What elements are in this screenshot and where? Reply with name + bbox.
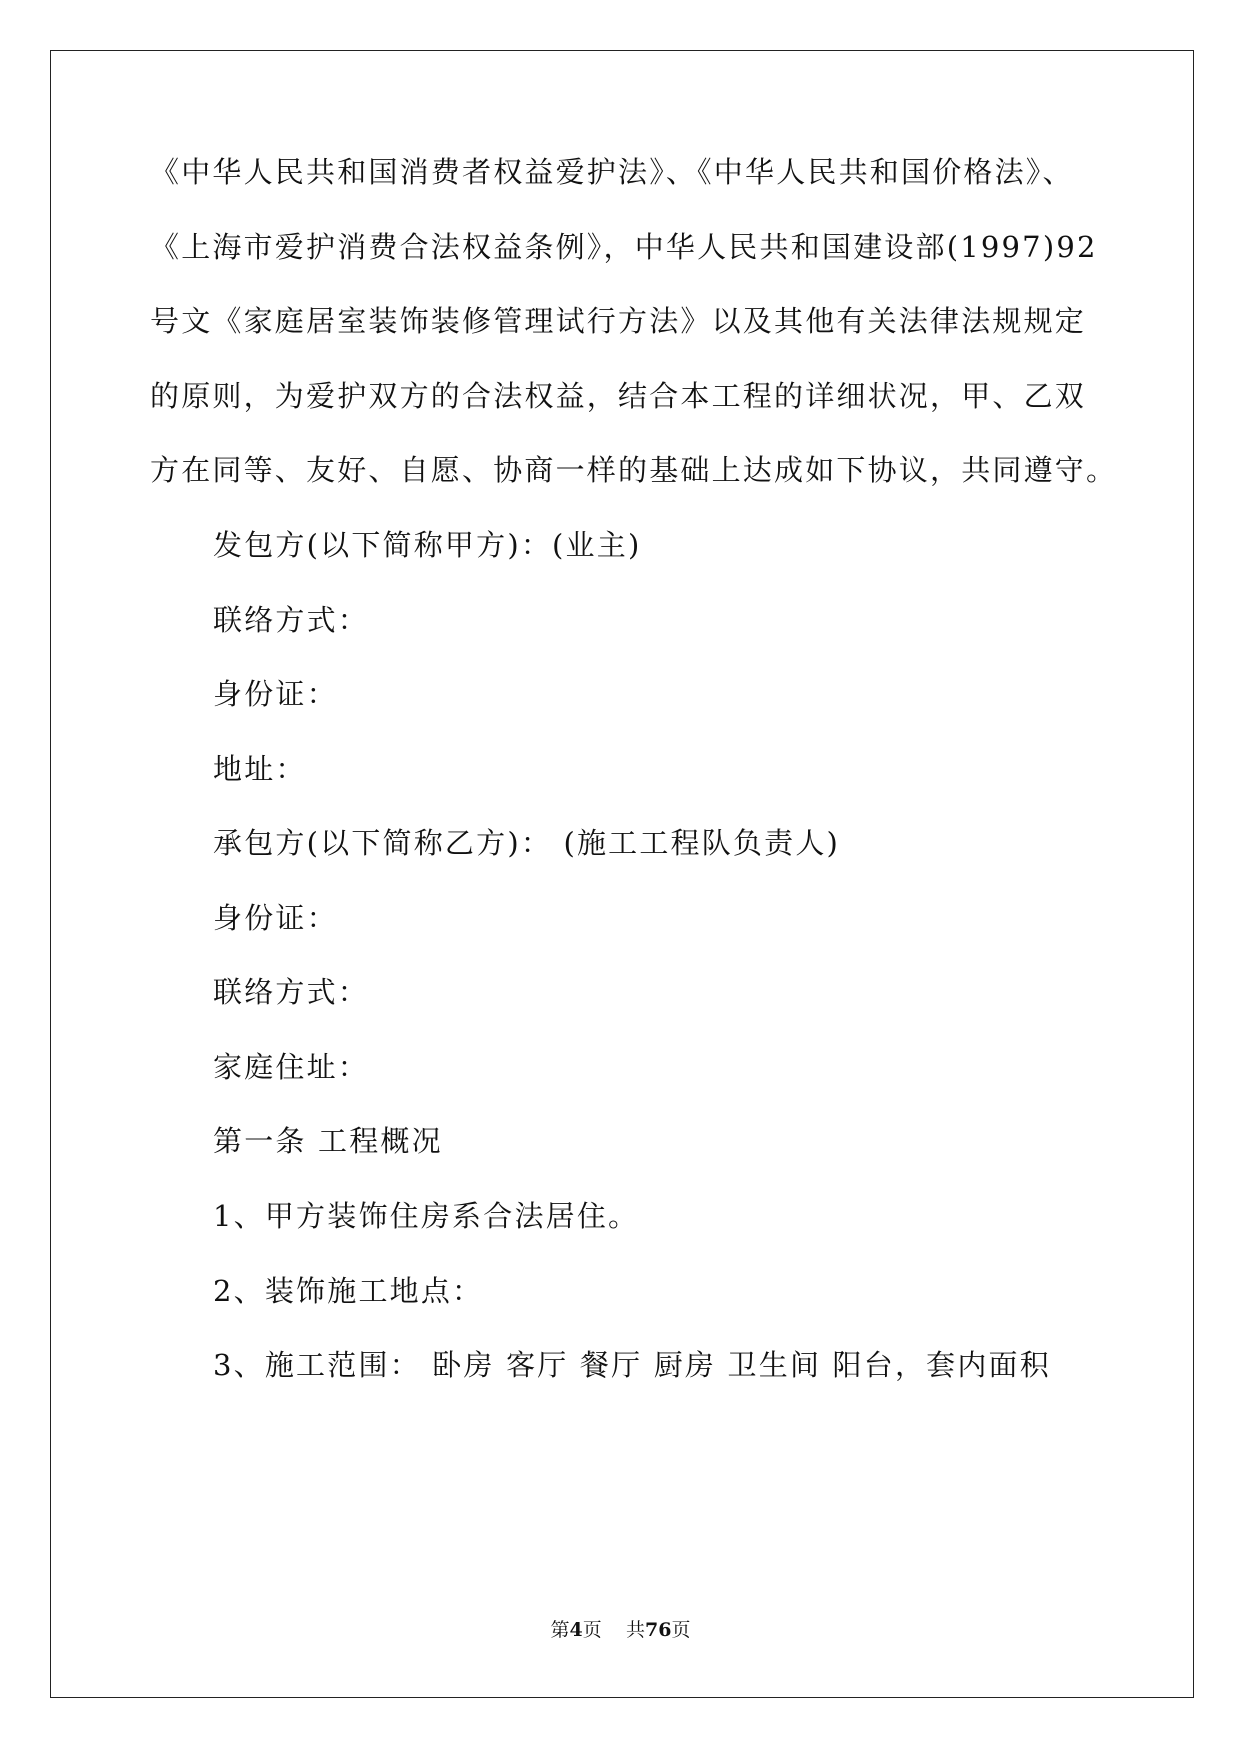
paragraph-line-5: 方在同等、友好、自愿、协商一样的基础上达成如下协议，共同遵守。 [150, 453, 1118, 487]
page-footer [0, 1618, 1241, 1642]
footer-total-prefix: 共 [625, 1619, 645, 1641]
paragraph-line-4: 的原则，为爱护双方的合法权益，结合本工程的详细状况，甲、乙双 [150, 379, 1087, 413]
contractor-address-field: 家庭住址： [213, 1050, 370, 1084]
footer-page-number: 4 [569, 1619, 583, 1641]
paragraph-line-1: 《中华人民共和国消费者权益爱护法》、《中华人民共和国价格法》、 [150, 155, 1074, 189]
contractor-contact-field: 联络方式： [213, 975, 370, 1009]
paragraph-line-2: 《上海市爱护消费合法权益条例》，中华人民共和国建设部(1997)92 [150, 230, 1098, 264]
contractor-id-field: 身份证： [213, 901, 338, 935]
footer-page-suffix: 页 [582, 1619, 602, 1641]
employer-address-field: 地址： [213, 752, 307, 786]
footer-total-pages: 76 [644, 1619, 672, 1641]
clause-3: 3、施工范围： 卧房 客厅 餐厅 厨房 卫生间 阳台，套内面积 [213, 1348, 1051, 1382]
page-border [50, 50, 1194, 1698]
footer-prefix: 第 [550, 1619, 570, 1641]
footer-total-suffix: 页 [671, 1619, 691, 1641]
clause-2: 2、装饰施工地点： [213, 1274, 484, 1308]
employer-field: 发包方(以下简称甲方)：(业主) [213, 528, 642, 562]
contractor-field: 承包方(以下简称乙方)： (施工工程队负责人) [213, 826, 841, 860]
clause-1: 1、甲方装饰住房系合法居住。 [213, 1199, 640, 1233]
paragraph-line-3: 号文《家庭居室装饰装修管理试行方法》以及其他有关法律法规规定 [150, 304, 1087, 338]
employer-contact-field: 联络方式： [213, 603, 370, 637]
employer-id-field: 身份证： [213, 677, 338, 711]
article-one-heading: 第一条 工程概况 [213, 1124, 443, 1158]
